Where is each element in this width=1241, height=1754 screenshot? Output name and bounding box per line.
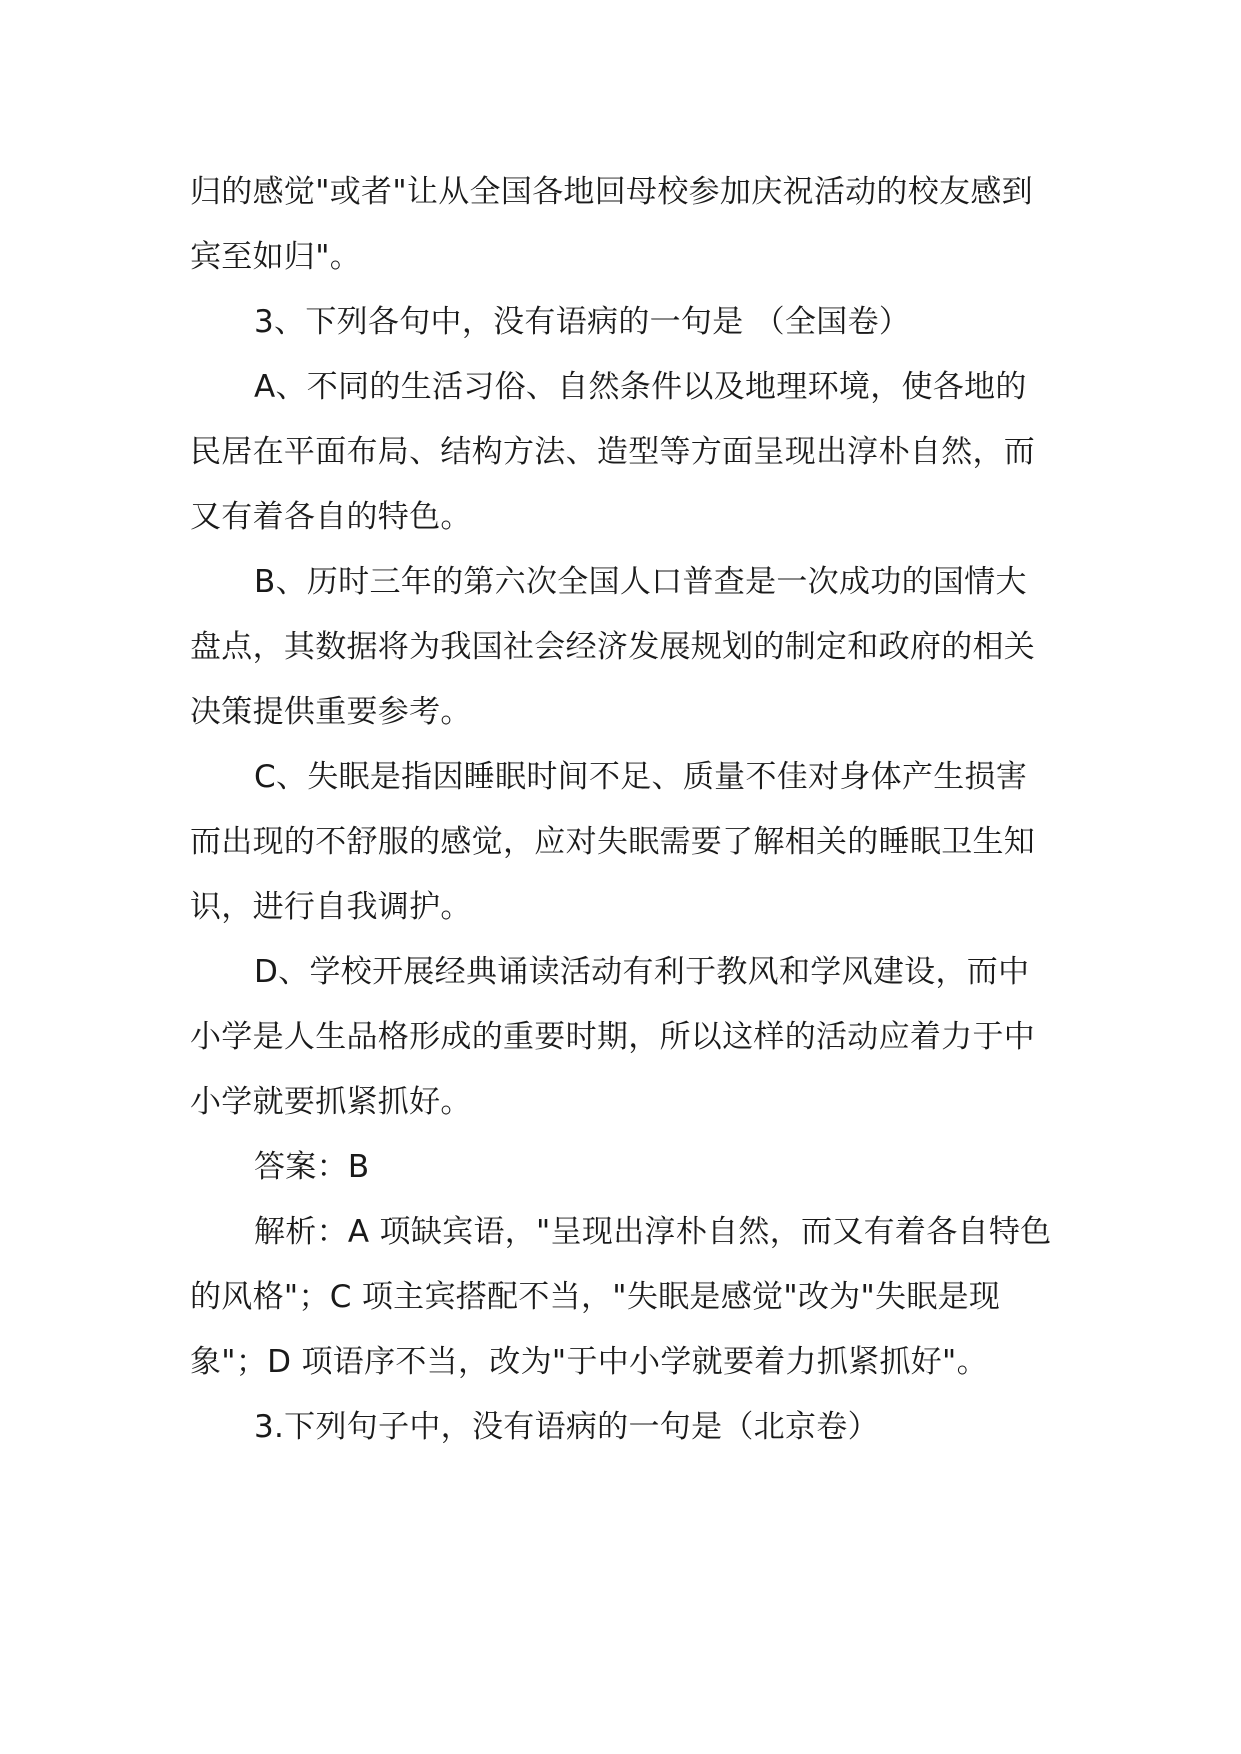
option-c: C、失眠是指因睡眠时间不足、质量不佳对身体产生损害而出现的不舒服的感觉，应对失眠需要了解相关的睡眠卫生知识，进行自我调护。: [190, 759, 1036, 925]
question-3-beijing: 3.下列句子中，没有语病的一句是（北京卷）: [254, 1409, 879, 1445]
option-a: A、不同的生活习俗、自然条件以及地理环境，使各地的民居在平面布局、结构方法、造型等方面呈现出淳朴自然，而又有着各自的特色。: [190, 369, 1036, 535]
paragraph-continuation: 归的感觉"或者"让从全国各地回母校参加庆祝活动的校友感到宾至如归"。: [190, 174, 1033, 275]
answer: 答案：B: [254, 1149, 370, 1185]
question-3-national: 3、下列各句中，没有语病的一句是 （全国卷）: [254, 304, 911, 340]
option-b: B、历时三年的第六次全国人口普查是一次成功的国情大盘点，其数据将为我国社会经济发展规划的制定和政府的相关决策提供重要参考。: [190, 564, 1036, 730]
analysis: 解析：A 项缺宾语，"呈现出淳朴自然，而又有着各自特色的风格"；C 项主宾搭配不当，"失眠是感觉"改为"失眠是现象"；D 项语序不当，改为"于中小学就要着力抓紧抓好"。: [190, 1214, 1052, 1380]
option-d: D、学校开展经典诵读活动有利于教风和学风建设，而中小学是人生品格形成的重要时期，所以这样的活动应着力于中小学就要抓紧抓好。: [190, 954, 1036, 1120]
